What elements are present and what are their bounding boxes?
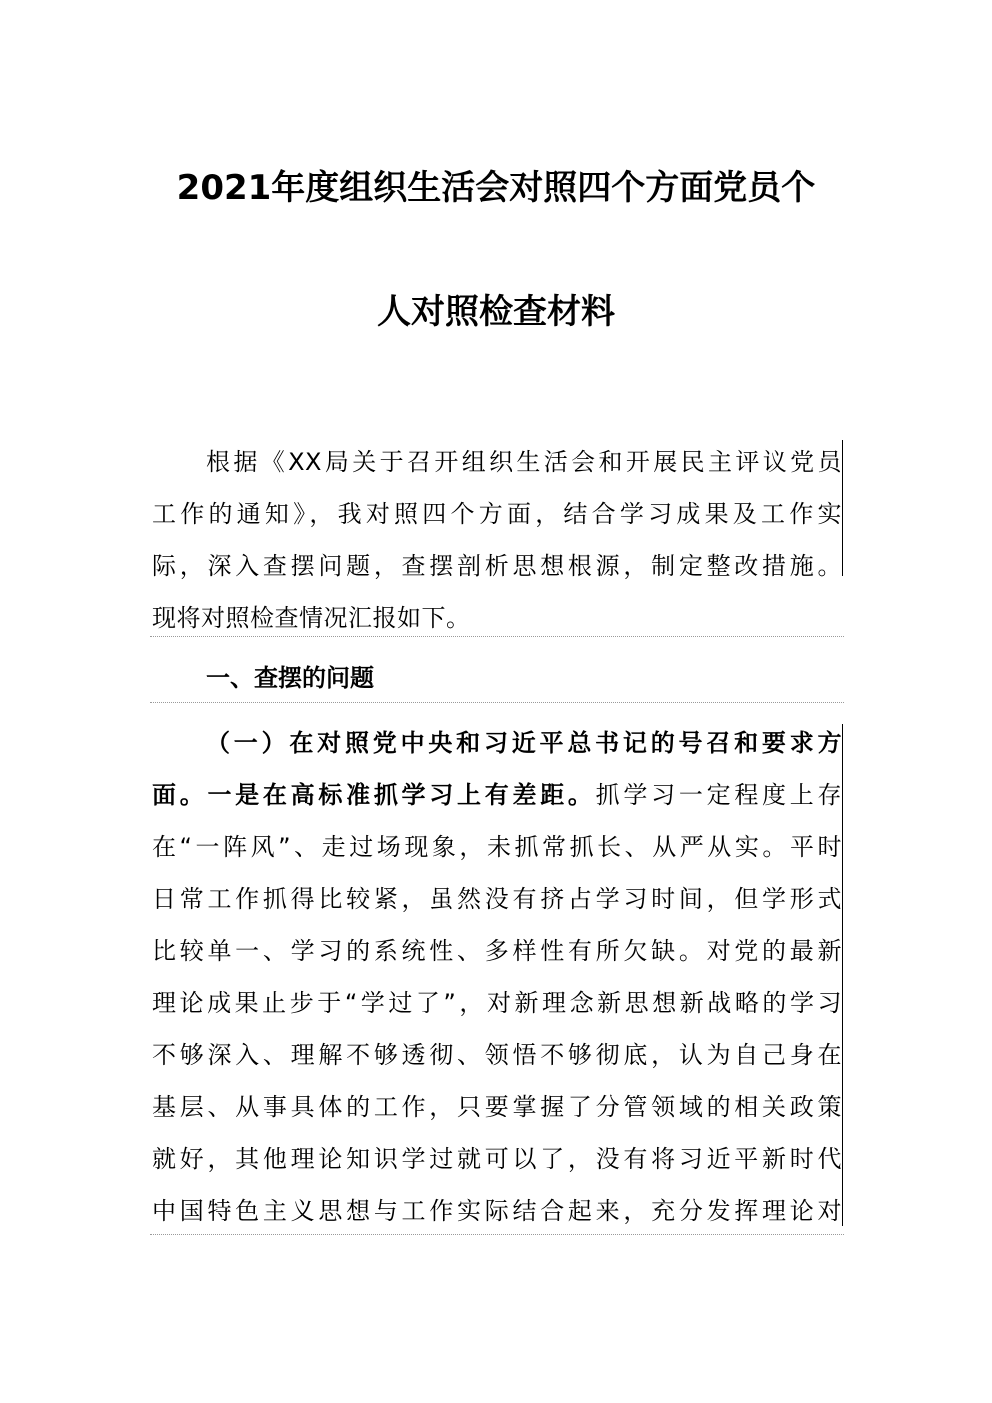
- intro-line: 际，深入查摆问题，查摆剖析思想根源，制定整改措施。: [152, 552, 842, 580]
- section-line: 理论成果止步于“学过了”，对新理念新思想新战略的学习: [152, 989, 842, 1017]
- point-one-text: 抓学习一定程度上存: [595, 781, 843, 809]
- paragraph-divider: [150, 702, 844, 703]
- section-line: 不够深入、理解不够透彻、领悟不够彻底，认为自己身在: [152, 1041, 842, 1069]
- section-line: 中国特色主义思想与工作实际结合起来，充分发挥理论对: [152, 1197, 842, 1225]
- paragraph-divider: [150, 636, 844, 637]
- section-1-paragraph: [152, 717, 842, 1237]
- intro-line: 现将对照检查情况汇报如下。: [152, 604, 471, 632]
- intro-line: 工作的通知》，我对照四个方面，结合学习成果及工作实: [152, 500, 842, 528]
- section-heading: [152, 652, 842, 704]
- intro-paragraph: [152, 436, 842, 644]
- section-line: 就好，其他理论知识学过就可以了，没有将习近平新时代: [152, 1145, 842, 1173]
- paragraph-divider: [150, 1234, 844, 1235]
- document-title-line-1: 2021年度组织生活会对照四个方面党员个: [176, 168, 816, 208]
- section-line: [152, 769, 842, 821]
- margin-bar: [842, 440, 843, 576]
- section-line: 比较单一、学习的系统性、多样性有所欠缺。对党的最新: [152, 937, 842, 965]
- document-title-line-2: 人对照检查材料: [377, 292, 615, 332]
- section-line: 在“一阵风”、走过场现象，未抓常抓长、从严从实。平时: [152, 833, 842, 861]
- heading-problems: 一、查摆的问题: [206, 664, 374, 692]
- intro-line: 根据《XX局关于召开组织生活会和开展民主评议党员: [206, 448, 842, 476]
- margin-bar: [842, 724, 843, 1226]
- subsection-heading: （一）在对照党中央和习近平总书记的号召和要求方: [206, 729, 842, 757]
- section-line: 日常工作抓得比较紧，虽然没有挤占学习时间，但学形式: [152, 885, 842, 913]
- point-one-heading: 面。一是在高标准抓学习上有差距。: [152, 781, 596, 809]
- section-line: 基层、从事具体的工作，只要掌握了分管领域的相关政策: [152, 1093, 842, 1121]
